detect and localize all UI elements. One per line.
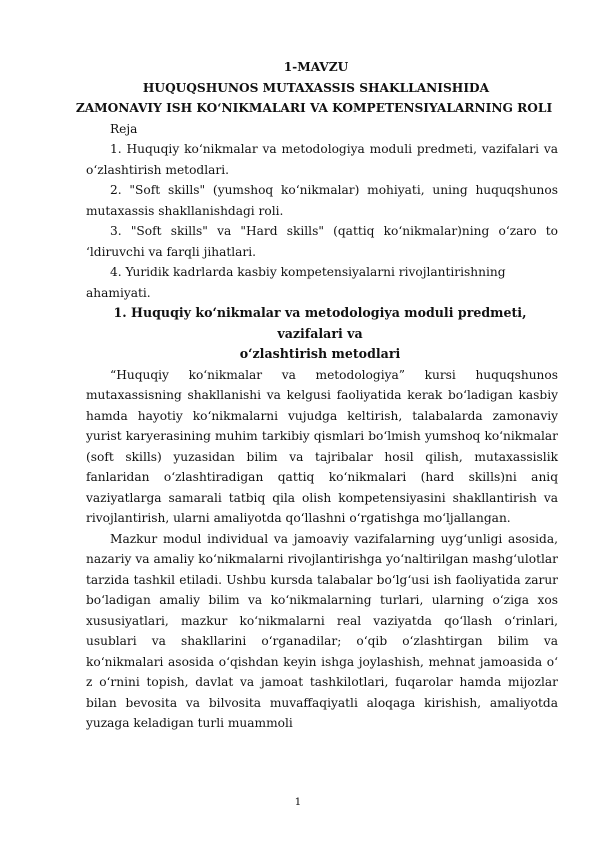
plan-item: 4. Yuridik kadrlarda kasbiy kompetensiyalarni rivojlantirishning ahamiyati. (86, 265, 506, 300)
title-line-1: HUQUQSHUNOS MUTAXASSIS SHAKLLANISHIDA (142, 80, 490, 95)
topic-label: 1-MAVZU (283, 60, 349, 74)
plan-label: Reja (110, 121, 138, 136)
plan-item: 2. "Soft skills" (yumshoq ko‘nikmalar) mohiyati, uning huquqshunos mutaxassis shakllanishdagi roli. (86, 183, 558, 218)
plan-list (86, 139, 558, 303)
body-paragraph-2: Mazkur modul individual va jamoaviy vazifalarning uyg‘unligi asosida, nazariy va amaliy ko‘nikmalarni rivojlantirishga yo‘naltirilgan mashg‘ulotlar tarzida tashkil etiladi. Ushbu kursda talabalar bo‘lg‘usi ish faoliyatida zarur bo‘ladigan amaliy bilim va ko‘nikmalarning turlari, ularning o‘ziga xos xususiyatlari, mazkur ko‘nikmalarni real vaziyatda qo‘llash o‘rinlari, usublari va shakllarini o‘rganadilar; o‘qib o‘zlashtirgan bilim va ko‘nikmalari asosida o‘qishdan keyin ishga joylashish, mehnat jamoasida o‘ z o‘rnini topish, davlat va jamoat tashkilotlari, fuqarolar hamda mijozlar bilan bevosita va bilvosita muvaffaqiyatli aloqaga kirishish, amaliyotda yuzaga keladigan turli muammoli (86, 531, 558, 730)
document-header (75, 57, 553, 119)
plan-item: 1. Huquqiy ko‘nikmalar va metodologiya moduli predmeti, vazifalari va o‘zlashtirish metodlari. (86, 142, 558, 177)
section-heading (86, 303, 558, 365)
title-line-2: ZAMONAVIY ISH KO‘NIKMALARI VA KOMPETENSIYALARNING ROLI (75, 101, 553, 115)
body-paragraph-1: “Huquqiy ko‘nikmalar va metodologiya” kursi huquqshunos mutaxassisning shakllanishi va kelgusi faoliyatida kerak bo‘ladigan kasbiy hamda hayotiy ko‘nikmalarni vujudga keltirish, talabalarda zamonaviy yurist karyerasining muhim tarkibiy qismlari bo‘lmish yumshoq ko‘nikmalar (soft skills) yuzasidan bilim va tajribalar hosil qilish, mutaxassislik fanlaridan o‘zlashtiradigan qattiq ko‘nikmalari (hard skills)ni aniq vaziyatlarga samarali tatbiq qila olish kompetensiyasini shakllantirish va rivojlantirish, ularni amaliyotda qo‘llashni o‘rgatishga mo‘ljallangan. (86, 367, 558, 525)
page-number: 1 (294, 796, 302, 808)
section-heading-line-2: o‘zlashtirish metodlari (239, 346, 401, 361)
plan-item: 3. "Soft skills" va "Hard skills" (qattiq ko‘nikmalar)ning o‘zaro to ‘ldiruvchi va farqli jihatlari. (86, 224, 558, 259)
section-heading-line-1: 1. Huquqiy ko‘nikmalar va metodologiya moduli predmeti, vazifalari va (113, 305, 527, 341)
